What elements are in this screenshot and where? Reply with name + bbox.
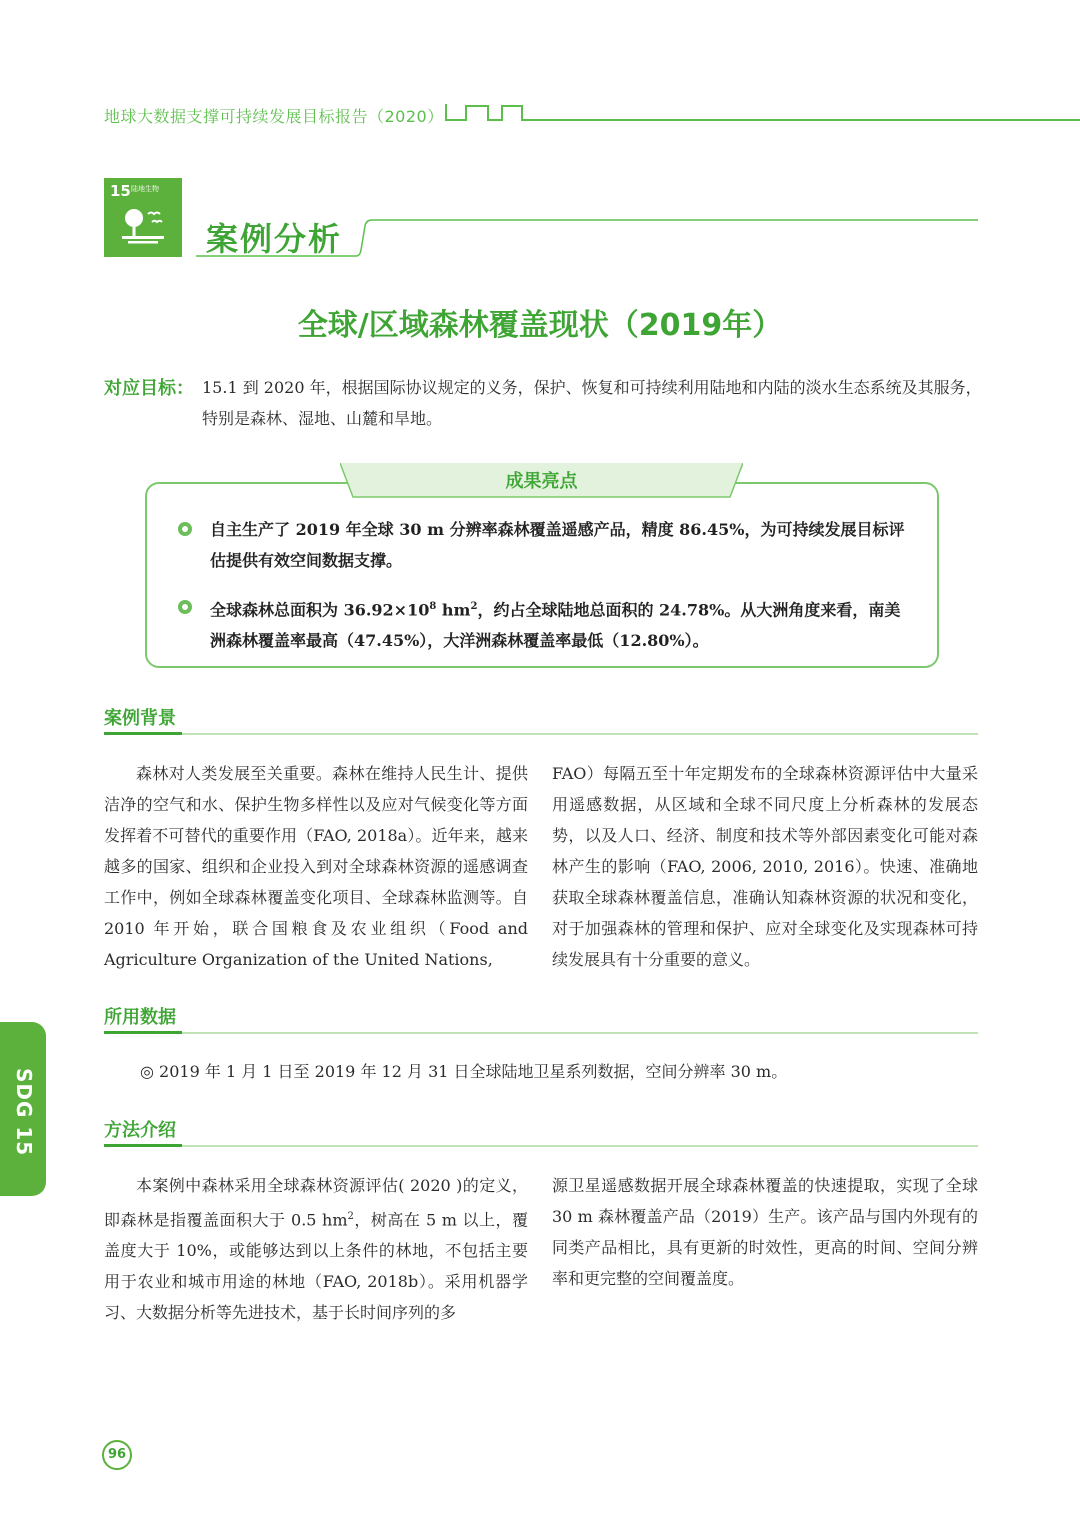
heading-rule bbox=[104, 1032, 978, 1034]
data-heading: 所用数据 bbox=[104, 1007, 176, 1028]
bullet-icon bbox=[178, 600, 192, 614]
heading-rule bbox=[104, 1145, 978, 1147]
heading-rule-accent bbox=[104, 732, 182, 735]
target-label: 对应目标： bbox=[104, 378, 194, 399]
target-text: 15.1 到 2020 年，根据国际协议规定的义务，保护、恢复和可持续利用陆地和内陆的淡水生态系统及其服务，特别是森林、湿地、山麓和旱地。 bbox=[202, 378, 982, 428]
heading-rule bbox=[104, 733, 978, 735]
heading-rule-accent bbox=[104, 1144, 182, 1147]
highlight-item-1: 自主生产了 2019 年全球 30 m 分辨率森林覆盖遥感产品，精度 86.45%，为可持续发展目标评估提供有效空间数据支撑。 bbox=[210, 520, 905, 570]
page-number: 96 bbox=[102, 1440, 132, 1470]
bullet-icon bbox=[178, 522, 192, 536]
sdg-name: 陆地生物 bbox=[131, 185, 159, 193]
highlights-title: 成果亮点 bbox=[505, 471, 578, 492]
sdg-number: 15 bbox=[110, 182, 131, 200]
method-column-2: 源卫星遥感数据开展全球森林覆盖的快速提取，实现了全球 30 m 森林覆盖产品（2019）生产。该产品与国内外现有的同类产品相比，具有更新的时效性，更高的时间、空间分辨率和更完整的空间覆盖度。 bbox=[552, 1176, 978, 1288]
background-column-2: FAO）每隔五至十年定期发布的全球森林资源评估中大量采用遥感数据，从区域和全球不同尺度上分析森林的发展态势，以及人口、经济、制度和技术等外部因素变化可能对森林产生的影响（FAO, 2006, 2010, 2016）。快速、准确地获取全球森林覆盖信息，准确认知森林资源的状况和变化，对于加强森林的管理和保护、应对全球变化及实现森林可持续发展具有十分重要的意义。 bbox=[552, 764, 978, 969]
heading-rule-accent bbox=[104, 1031, 182, 1034]
document-title: 全球/区域森林覆盖现状（2019年） bbox=[297, 308, 783, 343]
tree-bird-icon bbox=[120, 206, 168, 246]
data-item: ◎ 2019 年 1 月 1 日至 2019 年 12 月 31 日全球陆地卫星系列数据，空间分辨率 30 m。 bbox=[140, 1062, 788, 1081]
method-heading: 方法介绍 bbox=[104, 1120, 176, 1141]
highlight-item-2: 全球森林总面积为 $36.92\times 10^8$ $hm^2$，约占全球陆地总面积的 24.78%。从大洲角度来看，南美洲森林覆盖率最高（47.45%），大洋洲森林覆盖率最低（12.80%）。 bbox=[210, 600, 901, 651]
method-column-1: 本案例中森林采用全球森林资源评估( 2020 )的定义，即森林是指覆盖面积大于 0.5 $hm^2$，树高在 5 m 以上，覆盖度大于 10%，或能够达到以上条件的林地，不包括主要用于农业和城市用途的林地（FAO, 2018b）。采用机器学习、大数据分析等先进技术，基于长时间序列的多 bbox=[104, 1176, 528, 1323]
sdg-side-tab-label: SDG 15 bbox=[12, 1068, 36, 1157]
section-title: 案例分析 bbox=[206, 220, 343, 258]
sdg15-badge bbox=[104, 178, 182, 257]
background-column-1: 森林对人类发展至关重要。森林在维持人民生计、提供洁净的空气和水、保护生物多样性以及应对气候变化等方面发挥着不可替代的重要作用（FAO, 2018a）。近年来，越来越多的国家、组织和企业投入到对全球森林资源的遥感调查工作中，例如全球森林覆盖变化项目、全球森林监测等。自 2010 年开始，联合国粮食及农业组织（Food and Agriculture Organization of the United Nations, bbox=[104, 764, 528, 969]
background-heading: 案例背景 bbox=[104, 708, 176, 729]
running-header-title: 地球大数据支撑可持续发展目标报告（2020） bbox=[104, 107, 444, 126]
header-decoration bbox=[444, 100, 1080, 126]
